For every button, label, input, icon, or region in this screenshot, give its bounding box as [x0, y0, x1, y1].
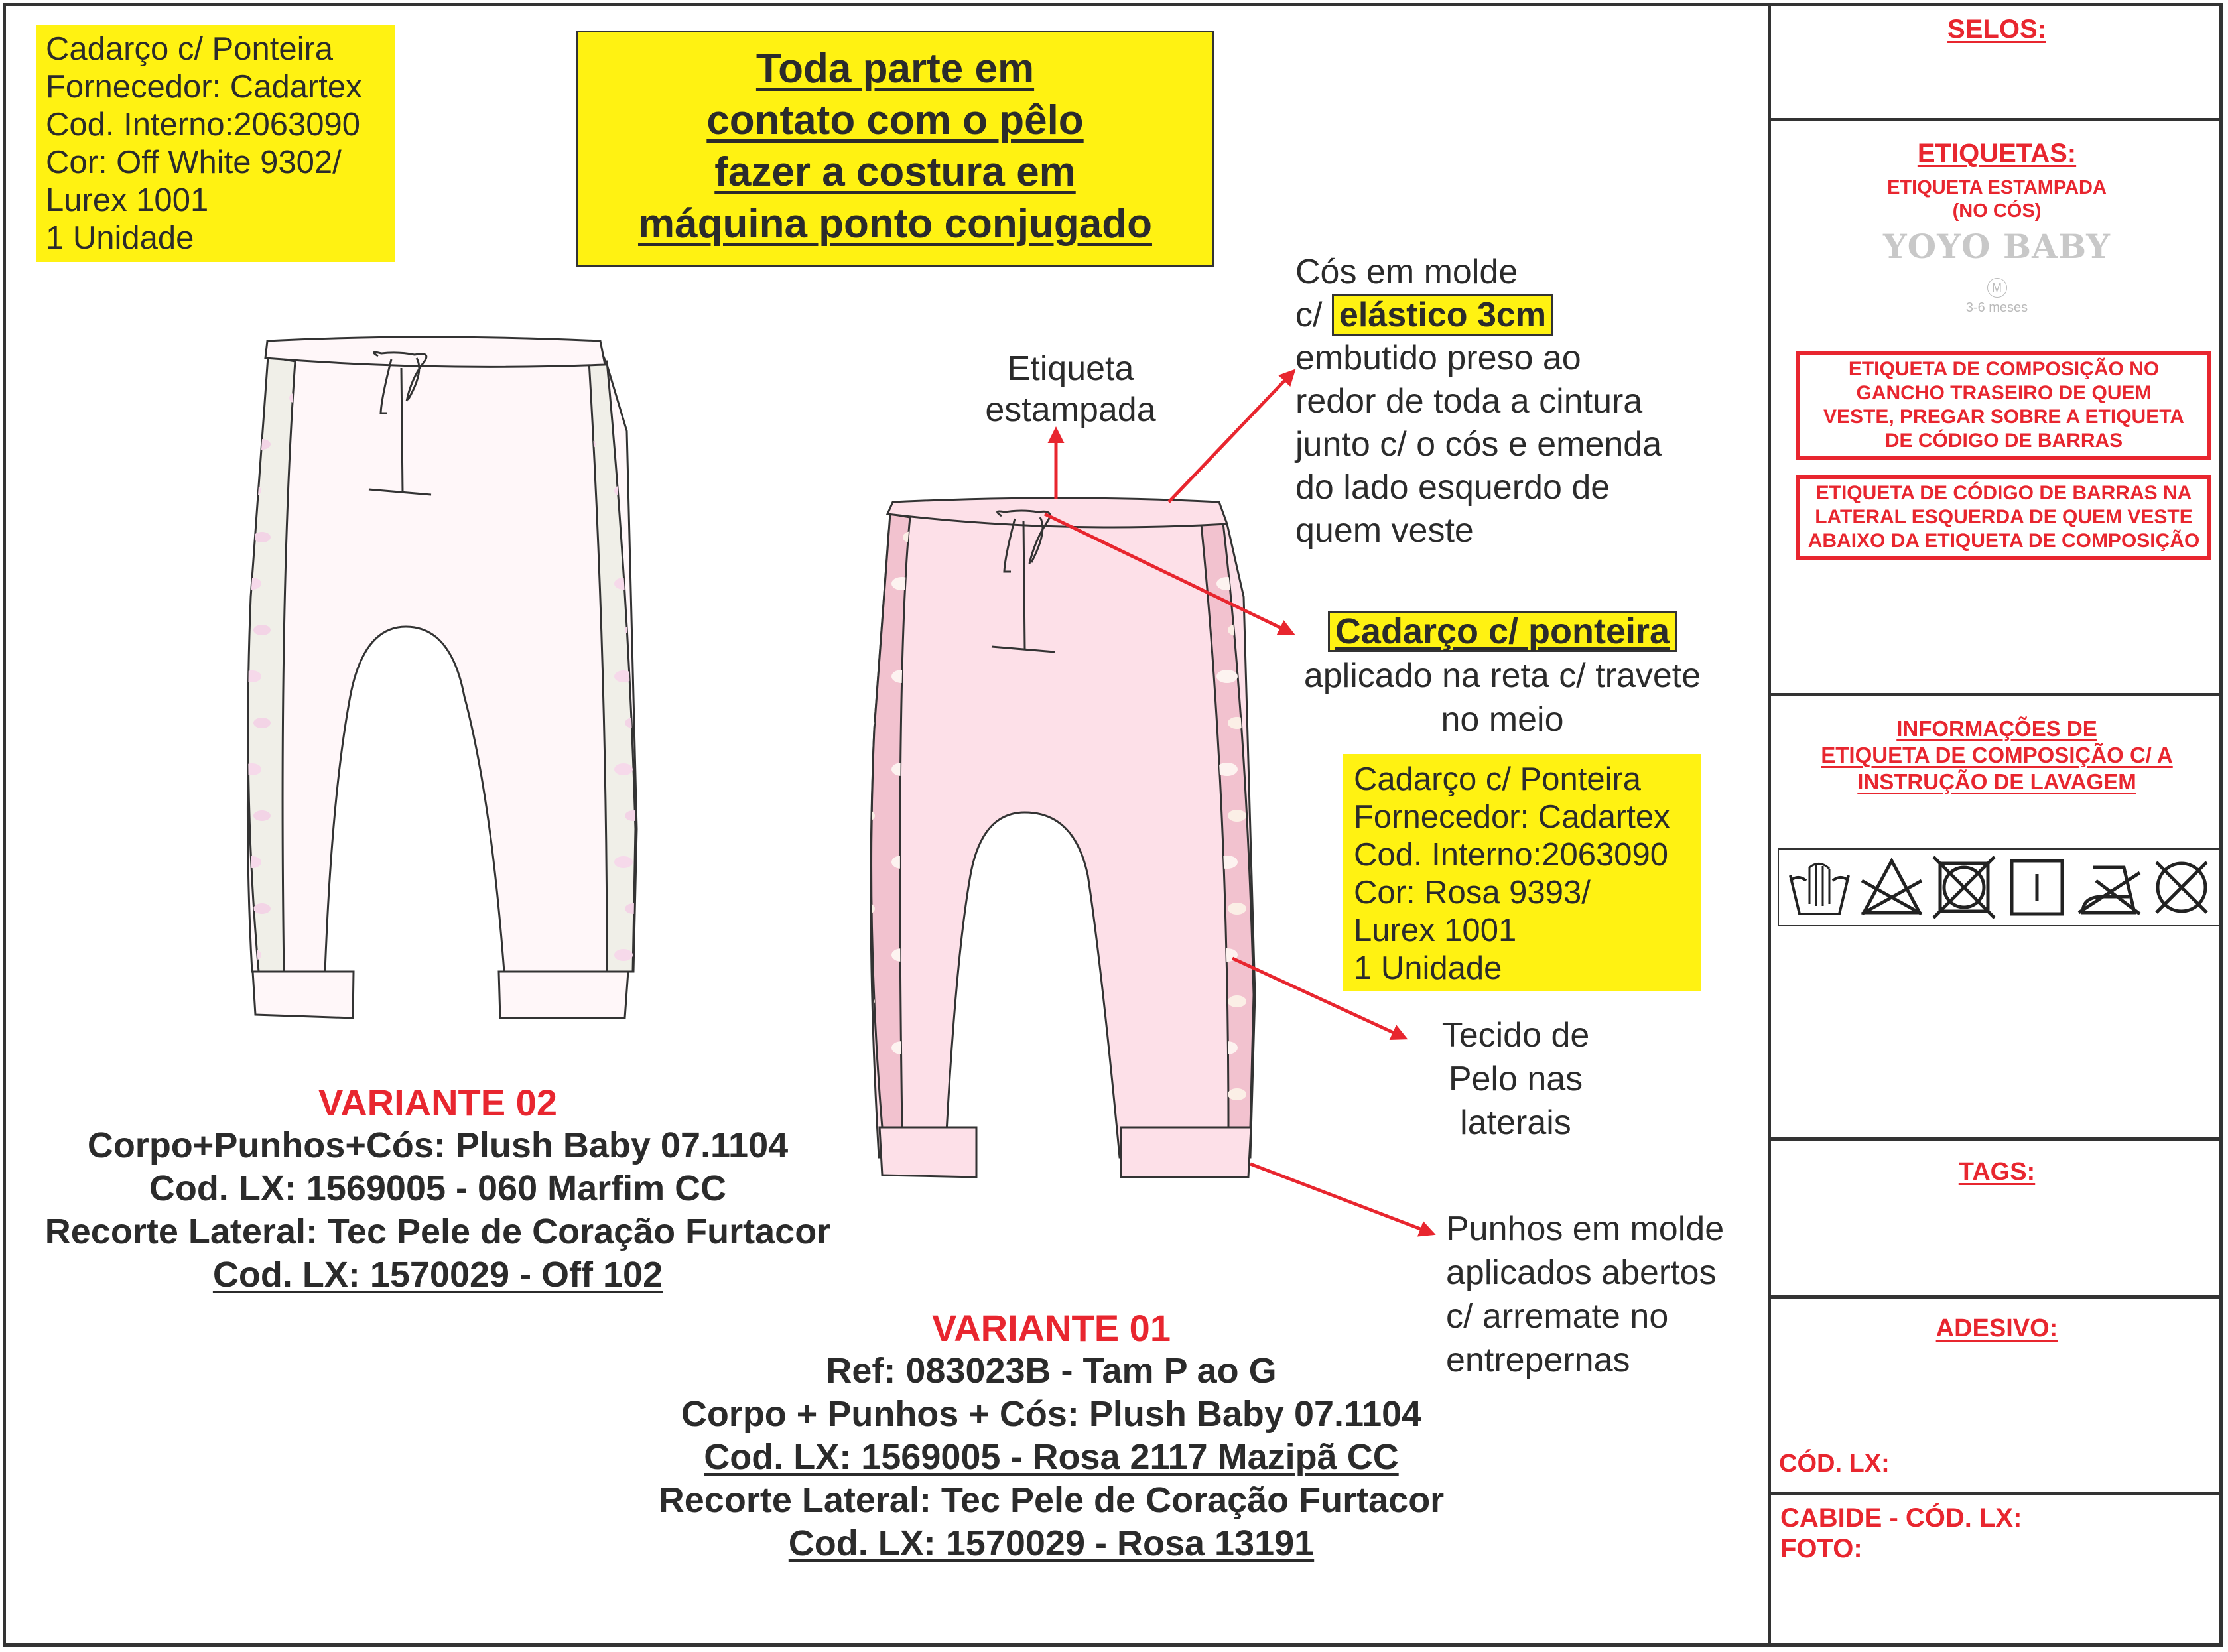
section-tags	[1771, 1158, 2223, 1186]
brand-logo: YOYO BABY	[1882, 227, 2111, 266]
no-bleach-icon	[1859, 854, 1925, 921]
variant-02-specs	[7, 1081, 869, 1297]
annotation-line: redor de toda a cintura	[1295, 382, 1643, 420]
arrow-cos	[1169, 371, 1293, 502]
cabide-label: CABIDE - CÓD. LX:	[1780, 1503, 2022, 1533]
annotation-line: junto c/ o cós e emenda	[1295, 425, 1662, 464]
cuff-right	[1121, 1127, 1251, 1177]
variant-line: Corpo+Punhos+Cós: Plush Baby 07.1104	[87, 1125, 789, 1165]
variant-ref: Ref: 083023B - Tam P ao G	[826, 1351, 1277, 1391]
no-iron-icon	[2076, 854, 2142, 921]
annotation-line: Punhos em molde	[1446, 1210, 1725, 1248]
annotation-line: laterais	[1460, 1104, 1571, 1142]
annotation-line: Etiqueta	[1007, 349, 1134, 388]
annotation-line: do lado esquerdo de	[1295, 468, 1610, 507]
divider	[1771, 118, 2223, 121]
section-title: SELOS:	[1947, 15, 2046, 44]
annotation-line: aplicados abertos	[1446, 1253, 1717, 1292]
variant-title: VARIANTE 01	[932, 1307, 1171, 1349]
label-text: ETIQUETA ESTAMPADA	[1887, 177, 2107, 198]
section-title: ADESIVO:	[1935, 1314, 2058, 1342]
variant-line: Recorte Lateral: Tec Pele de Coração Furtacor	[44, 1212, 831, 1251]
annotation-line: Tecido de	[1441, 1016, 1590, 1054]
cord-spec-box-variant-01	[1343, 754, 1701, 991]
spec-line: Cadarço c/ Ponteira	[46, 31, 334, 67]
section-title: INSTRUÇÃO DE LAVAGEM	[1857, 769, 2136, 794]
box-line: GANCHO TRASEIRO DE QUEM	[1856, 382, 2152, 404]
variant-line: Cod. LX: 1570029 - Off 102	[212, 1255, 663, 1295]
spec-line: Fornecedor: Cadartex	[1354, 799, 1670, 835]
spec-line: Fornecedor: Cadartex	[46, 69, 362, 105]
variant-line: Cod. LX: 1569005 - 060 Marfim CC	[149, 1169, 727, 1208]
foto-label: FOTO:	[1780, 1534, 1863, 1563]
no-tumble-dry-icon	[1931, 854, 1997, 921]
annotation-etiqueta-estampada	[971, 348, 1170, 430]
elastic-highlight: elástico 3cm	[1332, 294, 1553, 336]
section-title: TAGS:	[1958, 1158, 2036, 1186]
spec-line: Cor: Rosa 9393/	[1354, 875, 1591, 911]
variant-title: VARIANTE 02	[318, 1082, 557, 1123]
box-line: ETIQUETA DE COMPOSIÇÃO NO	[1848, 358, 2160, 380]
section-title: INFORMAÇÕES DE	[1896, 716, 2097, 741]
section-title: ETIQUETAS:	[1917, 139, 2077, 168]
variant-line: Recorte Lateral: Tec Pele de Coração Furtacor	[658, 1480, 1445, 1520]
box-line: DE CÓDIGO DE BARRAS	[1884, 430, 2123, 452]
annotation-line: c/ arremate no	[1446, 1297, 1669, 1336]
right-info-panel	[1768, 3, 2223, 1647]
cuff-right	[499, 972, 628, 1018]
care-symbols-row	[1778, 848, 2223, 926]
banner-line: máquina ponto conjugado	[638, 201, 1152, 247]
annotation-line: entrepernas	[1446, 1341, 1630, 1379]
annotation-line: quem veste	[1295, 511, 1474, 550]
banner-line: fazer a costura em	[714, 149, 1076, 195]
cord-highlight: Cadarço c/ ponteira	[1328, 611, 1677, 652]
hand-wash-icon	[1786, 854, 1853, 921]
annotation-line: Cós em molde	[1295, 253, 1518, 291]
section-cabide	[1780, 1503, 2022, 1564]
annotation-line: Pelo nas	[1448, 1060, 1583, 1098]
annotation-line: no meio	[1441, 700, 1564, 739]
box-line: ETIQUETA DE CÓDIGO DE BARRAS NA	[1815, 482, 2192, 504]
banner-line: Toda parte em	[755, 46, 1035, 92]
variant-01-specs	[597, 1306, 1506, 1565]
cod-lx-label: CÓD. LX:	[1779, 1450, 1890, 1478]
divider	[1771, 693, 2223, 696]
spec-line: Lurex 1001	[46, 182, 209, 218]
annotation-line: aplicado na reta c/ travete	[1303, 657, 1701, 695]
annotation-cos	[1295, 251, 1720, 552]
banner-line: contato com o pêlo	[706, 97, 1084, 143]
pants-variant-01	[871, 498, 1255, 1177]
label-text: (NO CÓS)	[1952, 200, 2042, 222]
spec-line: Lurex 1001	[1354, 913, 1517, 948]
barcode-label-box	[1796, 475, 2211, 560]
spec-line: 1 Unidade	[1354, 950, 1502, 986]
spec-line: Cadarço c/ Ponteira	[1354, 761, 1642, 797]
box-line: VESTE, PREGAR SOBRE A ETIQUETA	[1823, 406, 2184, 428]
section-title: ETIQUETA DE COMPOSIÇÃO C/ A	[1821, 743, 2173, 767]
section-etiquetas	[1771, 139, 2223, 316]
size-badge: M	[1987, 278, 2007, 298]
no-dry-clean-icon	[2148, 854, 2215, 921]
composition-label-box	[1796, 351, 2211, 460]
waistband	[265, 337, 605, 367]
section-adesivo	[1771, 1314, 2223, 1343]
cuff-left	[880, 1127, 976, 1177]
variant-line: Cod. LX: 1569005 - Rosa 2117 Mazipã CC	[704, 1437, 1399, 1477]
divider	[1771, 1492, 2223, 1495]
box-line: ABAIXO DA ETIQUETA DE COMPOSIÇÃO	[1807, 530, 2200, 552]
pants-body	[871, 502, 1255, 1157]
pants-variant-02	[247, 337, 637, 1018]
variant-line: Corpo + Punhos + Cós: Plush Baby 07.1104	[681, 1394, 1422, 1434]
spec-line: Cod. Interno:2063090	[1354, 837, 1669, 873]
spec-line: 1 Unidade	[46, 220, 194, 256]
section-informacoes	[1771, 716, 2223, 795]
cuff-left	[253, 972, 354, 1018]
spec-line: Cor: Off White 9302/	[46, 145, 342, 180]
spec-line: Cod. Interno:2063090	[46, 107, 361, 143]
line-dry-icon	[2004, 854, 2070, 921]
divider	[1771, 1137, 2223, 1141]
annotation-tecido	[1409, 1013, 1622, 1145]
annotation-cadarco	[1267, 610, 1738, 741]
arrow-punhos	[1250, 1164, 1433, 1234]
variant-line: Cod. LX: 1570029 - Rosa 13191	[788, 1523, 1315, 1563]
section-selos	[1771, 15, 2223, 44]
annotation-line: embutido preso ao	[1295, 339, 1581, 377]
size-text: 3-6 meses	[1965, 300, 2028, 315]
annotation-line	[1295, 294, 1720, 337]
pants-body	[247, 341, 637, 972]
divider	[1771, 1295, 2223, 1299]
box-line: LATERAL ESQUERDA DE QUEM VESTE	[1815, 506, 2193, 528]
annotation-line: estampada	[985, 391, 1156, 429]
annotation-prefix: c/	[1295, 296, 1323, 334]
